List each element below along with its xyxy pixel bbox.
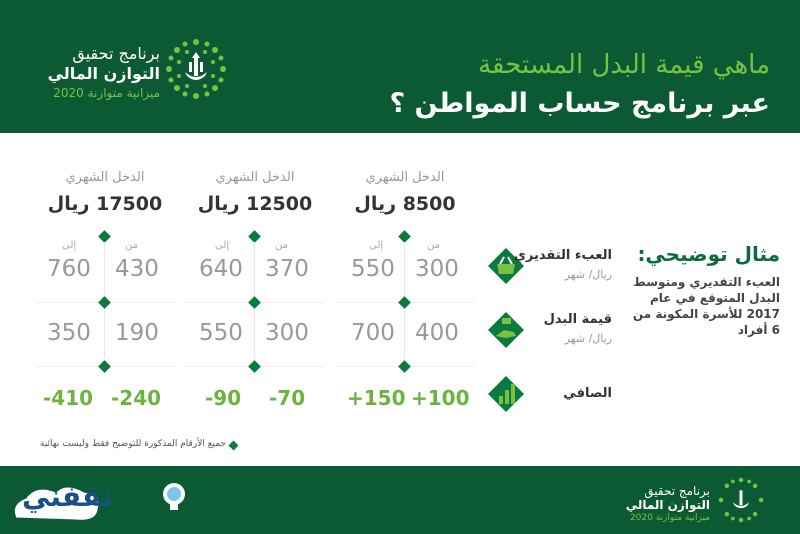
net-from-value: +100 — [411, 386, 470, 410]
burden-to-value: 640 — [199, 256, 243, 282]
divider-diamond — [248, 230, 261, 243]
example-box — [630, 242, 780, 338]
divider-diamond — [248, 360, 261, 373]
allowance-unit: ريال/ شهر — [564, 332, 612, 345]
burden-to-value: 760 — [47, 256, 91, 282]
divider-diamond — [398, 360, 411, 373]
income-column-8500 — [335, 170, 475, 410]
divider-diamond — [98, 360, 111, 373]
divider-diamond — [98, 230, 111, 243]
example-title: مثال توضيحي: — [637, 242, 780, 266]
net-from-value: -70 — [269, 386, 306, 410]
footer-brand-line-3: ميزانية متوازنة 2020 — [629, 513, 710, 523]
from-label: من — [427, 240, 440, 251]
allowance-from-value: 400 — [415, 320, 459, 346]
net-from-value: -240 — [111, 386, 162, 410]
watermark-text: ثقفني — [22, 480, 113, 513]
brand-line-2: التوازن المالي — [47, 64, 160, 83]
burden-to-value: 550 — [351, 256, 395, 282]
disclaimer-note: جميع الأرقام المذكورة للتوضيح فقط وليست نهائية — [40, 439, 226, 449]
saudi-emblem-icon — [718, 477, 764, 523]
note-bullet — [229, 441, 239, 451]
program-brand — [40, 44, 160, 102]
burden-unit: ريال/ شهر — [564, 268, 612, 281]
allowance-label: قيمة البدل — [543, 312, 612, 327]
income-column-17500 — [35, 170, 175, 410]
from-label: من — [275, 240, 288, 251]
saudi-emblem-icon — [165, 38, 227, 100]
divider-diamond — [398, 230, 411, 243]
allowance-to-value: 700 — [351, 320, 395, 346]
footer-brand — [610, 484, 710, 525]
from-label: من — [125, 240, 138, 251]
divider-diamond — [398, 296, 411, 309]
income-column-12500 — [185, 170, 325, 410]
question-line-1: ماهي قيمة البدل المستحقة — [478, 50, 770, 80]
allowance-from-value: 190 — [115, 320, 159, 346]
burden-from-value: 300 — [415, 256, 459, 282]
income-label: الدخل الشهري — [65, 170, 145, 185]
income-value: 8500 ريال — [354, 193, 456, 215]
to-label: إلى — [62, 240, 77, 251]
divider-diamond — [248, 296, 261, 309]
allowance-from-value: 300 — [265, 320, 309, 346]
example-text: العبء التقديري ومتوسط البدل المتوقع في عام 2017 للأسرة المكونة من 6 أفراد — [632, 275, 780, 337]
net-to-value: +150 — [347, 386, 406, 410]
burden-from-value: 370 — [265, 256, 309, 282]
burden-from-value: 430 — [115, 256, 159, 282]
burden-label: العبء التقديري — [513, 248, 612, 263]
net-to-value: -90 — [205, 386, 242, 410]
footer-brand-line-2: التوازن المالي — [625, 498, 710, 512]
income-label: الدخل الشهري — [215, 170, 295, 185]
income-value: 17500 ريال — [47, 193, 163, 215]
brand-line-3: ميزانية متوازنة 2020 — [53, 86, 160, 100]
to-label: إلى — [215, 240, 230, 251]
income-label: الدخل الشهري — [365, 170, 445, 185]
allowance-to-value: 550 — [199, 320, 243, 346]
net-to-value: -410 — [43, 386, 94, 410]
bar-growth-icon — [486, 374, 526, 414]
hand-money-icon — [486, 310, 526, 350]
income-value: 12500 ريال — [197, 193, 313, 215]
net-label: الصافي — [563, 386, 612, 401]
divider-diamond — [98, 296, 111, 309]
brand-line-1: برنامج تحقيق — [72, 44, 160, 63]
allowance-to-value: 350 — [47, 320, 91, 346]
question-line-2: عبر برنامج حساب المواطن ؟ — [389, 88, 770, 119]
footer-brand-line-1: برنامج تحقيق — [644, 484, 710, 498]
to-label: إلى — [369, 240, 384, 251]
